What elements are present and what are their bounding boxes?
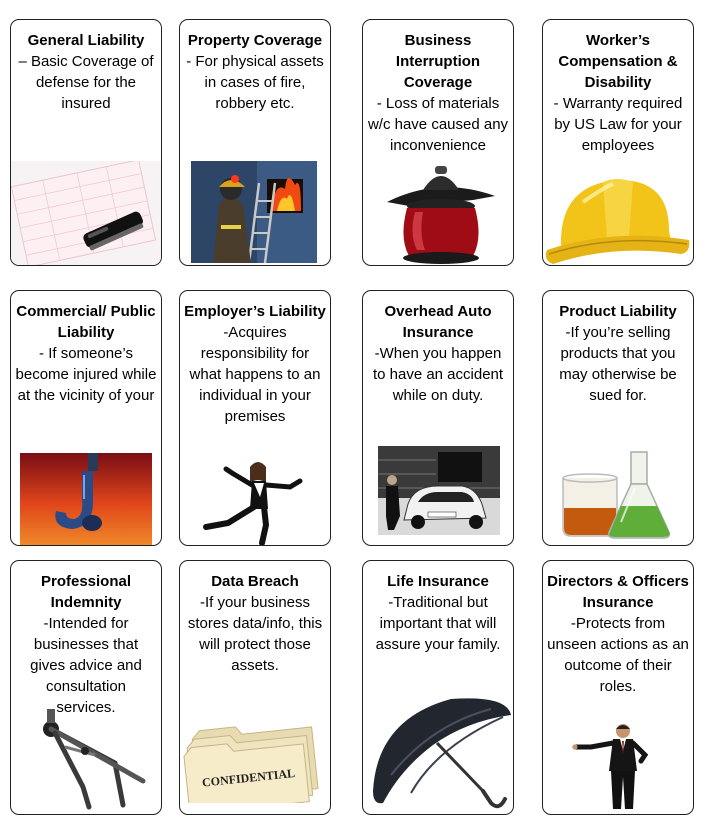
card-title: Product Liability bbox=[559, 303, 677, 320]
card-employers-liability bbox=[179, 290, 331, 546]
juicer-appliance-icon bbox=[379, 162, 504, 265]
card-professional-indemnity bbox=[10, 560, 162, 815]
hard-hat-icon bbox=[543, 168, 694, 266]
businessman-icon bbox=[571, 721, 667, 813]
card-description: -Acquires responsibility for what happens to an individual in your premises bbox=[189, 324, 321, 425]
card-life-insurance bbox=[362, 560, 514, 815]
card-title: Business Interruption Coverage bbox=[395, 32, 481, 91]
card-commercial-public-liability bbox=[10, 290, 162, 546]
lab-flask-icon bbox=[557, 448, 681, 541]
card-directors-officers bbox=[542, 560, 694, 815]
card-text bbox=[547, 301, 689, 406]
card-text bbox=[184, 571, 326, 676]
card-text bbox=[367, 30, 509, 156]
card-description: -Traditional but important that will assure your family. bbox=[375, 594, 501, 653]
card-data-breach bbox=[179, 560, 331, 815]
card-text bbox=[184, 30, 326, 114]
folder-stamp-label: CONFIDENTIAL bbox=[201, 765, 296, 790]
card-title: Professional Indemnity bbox=[40, 573, 132, 611]
umbrella-icon bbox=[371, 695, 514, 813]
card-workers-compensation bbox=[542, 19, 694, 266]
card-title: Life Insurance bbox=[387, 573, 489, 590]
card-text bbox=[367, 301, 509, 406]
card-text bbox=[184, 301, 326, 427]
card-text bbox=[15, 301, 157, 406]
card-title: Overhead Auto Insurance bbox=[384, 303, 492, 341]
card-business-interruption bbox=[362, 19, 514, 266]
card-text bbox=[15, 571, 157, 718]
card-description: -When you happen to have an accident while on duty. bbox=[372, 345, 504, 404]
card-description: - For physical assets in cases of fire, robbery etc. bbox=[186, 53, 324, 112]
stamp-document-icon bbox=[11, 161, 162, 266]
card-description: -Intended for businesses that gives advice and consultation services. bbox=[30, 615, 142, 716]
firefighter-icon bbox=[191, 161, 317, 263]
card-text bbox=[15, 30, 157, 114]
card-description: - Loss of materials w/c have caused any inconvenience bbox=[367, 95, 509, 154]
confidential-folder-icon bbox=[182, 703, 328, 803]
card-description: – Basic Coverage of defense for the insured bbox=[18, 53, 154, 112]
card-property-coverage bbox=[179, 19, 331, 266]
card-description: -Protects from unseen actions as an outcome of their roles. bbox=[547, 615, 689, 695]
card-title: Worker’s Compensation & Disability bbox=[558, 32, 678, 91]
card-text bbox=[547, 571, 689, 697]
card-title: Employer’s Liability bbox=[184, 303, 326, 320]
card-text bbox=[367, 571, 509, 655]
card-title: Directors & Officers Insurance bbox=[547, 573, 689, 611]
card-description: - Warranty required by US Law for your employees bbox=[553, 95, 683, 154]
card-product-liability bbox=[542, 290, 694, 546]
card-description: -If your business stores data/info, this will protect those assets. bbox=[187, 594, 323, 674]
card-title: Property Coverage bbox=[187, 32, 323, 49]
card-general-liability bbox=[10, 19, 162, 266]
card-title: General Liability bbox=[27, 32, 145, 49]
card-title: Commercial/ Public Liability bbox=[16, 303, 156, 341]
car-icon bbox=[378, 446, 500, 535]
card-description: - If someone’s become injured while at the vicinity of your bbox=[15, 345, 157, 404]
drafting-compass-icon bbox=[25, 707, 149, 811]
crane-hook-icon bbox=[20, 453, 152, 546]
businesswoman-icon bbox=[194, 453, 316, 545]
card-title: Data Breach bbox=[211, 573, 299, 590]
card-overhead-auto-insurance bbox=[362, 290, 514, 546]
card-text bbox=[547, 30, 689, 156]
card-description: -If you’re selling products that you may otherwise be sued for. bbox=[559, 324, 677, 404]
